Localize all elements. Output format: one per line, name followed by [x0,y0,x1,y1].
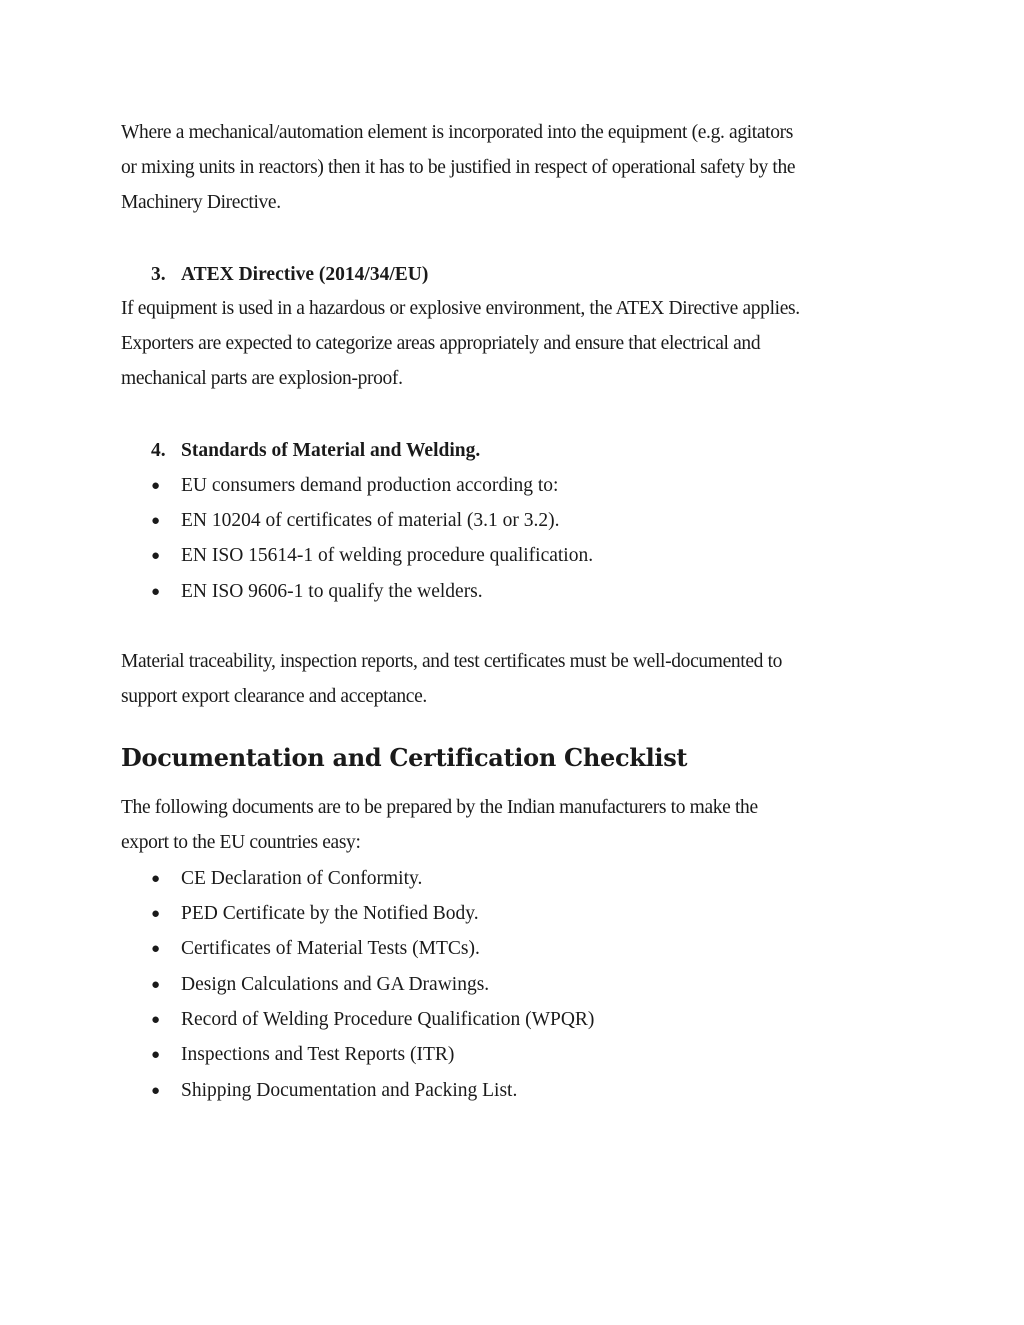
checklist-item-text: Shipping Documentation and Packing List. [181,1080,518,1101]
checklist-item-text: CE Declaration of Conformity. [181,868,423,889]
checklist-item [151,1009,594,1031]
section-heading-atex [151,264,428,286]
paragraph-line: or mixing units in reactors) then it has to be justified in respect of operational safety by the [121,157,796,178]
bullet-icon: ● [151,478,161,494]
section-heading-standards [151,440,480,462]
checklist-item [151,974,489,996]
list-item-text: EU consumers demand production according to: [181,475,559,496]
bullet-icon: ● [151,906,161,922]
bullet-icon: ● [151,977,161,993]
paragraph-line: Machinery Directive. [121,192,281,213]
checklist-item-text: PED Certificate by the Notified Body. [181,903,479,924]
list-item-text: EN 10204 of certificates of material (3.1 or 3.2). [181,510,560,531]
list-item [151,475,558,497]
checklist-item [151,1080,517,1102]
checklist-item [151,903,479,925]
paragraph-line: Material traceability, inspection reports, and test certificates must be well-documented to [121,651,783,672]
section-number: 3. [151,264,166,285]
section-number: 4. [151,440,166,461]
paragraph-line: export to the EU countries easy: [121,832,361,853]
paragraph-line: Where a mechanical/automation element is incorporated into the equipment (e.g. agitators [121,122,794,143]
paragraph-line: The following documents are to be prepared by the Indian manufacturers to make the [121,797,758,818]
checklist-item-text: Design Calculations and GA Drawings. [181,974,490,995]
checklist-item [151,938,480,960]
bullet-icon: ● [151,941,161,957]
paragraph-line: support export clearance and acceptance. [121,686,427,707]
list-item-text: EN ISO 9606-1 to qualify the welders. [181,581,483,602]
paragraph-line: If equipment is used in a hazardous or explosive environment, the ATEX Directive applies. [121,298,800,319]
bullet-icon: ● [151,548,161,564]
checklist-item-text: Certificates of Material Tests (MTCs). [181,938,480,959]
list-item-text: EN ISO 15614-1 of welding procedure qualification. [181,545,594,566]
bullet-icon: ● [151,1047,161,1063]
paragraph-line: mechanical parts are explosion-proof. [121,368,403,389]
section-title: ATEX Directive (2014/34/EU) [181,264,429,285]
checklist-item [151,868,422,890]
checklist-item-text: Record of Welding Procedure Qualification (WPQR) [181,1009,595,1030]
list-item [151,510,560,532]
bullet-icon: ● [151,1083,161,1099]
bullet-icon: ● [151,871,161,887]
checklist-item [151,1044,454,1066]
section-title: Standards of Material and Welding. [181,440,481,461]
paragraph-line: Exporters are expected to categorize areas appropriately and ensure that electrical and [121,333,761,354]
checklist-heading: Documentation and Certification Checklist [121,743,688,772]
list-item [151,545,593,567]
bullet-icon: ● [151,513,161,529]
bullet-icon: ● [151,1012,161,1028]
bullet-icon: ● [151,584,161,600]
list-item [151,581,483,603]
checklist-item-text: Inspections and Test Reports (ITR) [181,1044,455,1065]
